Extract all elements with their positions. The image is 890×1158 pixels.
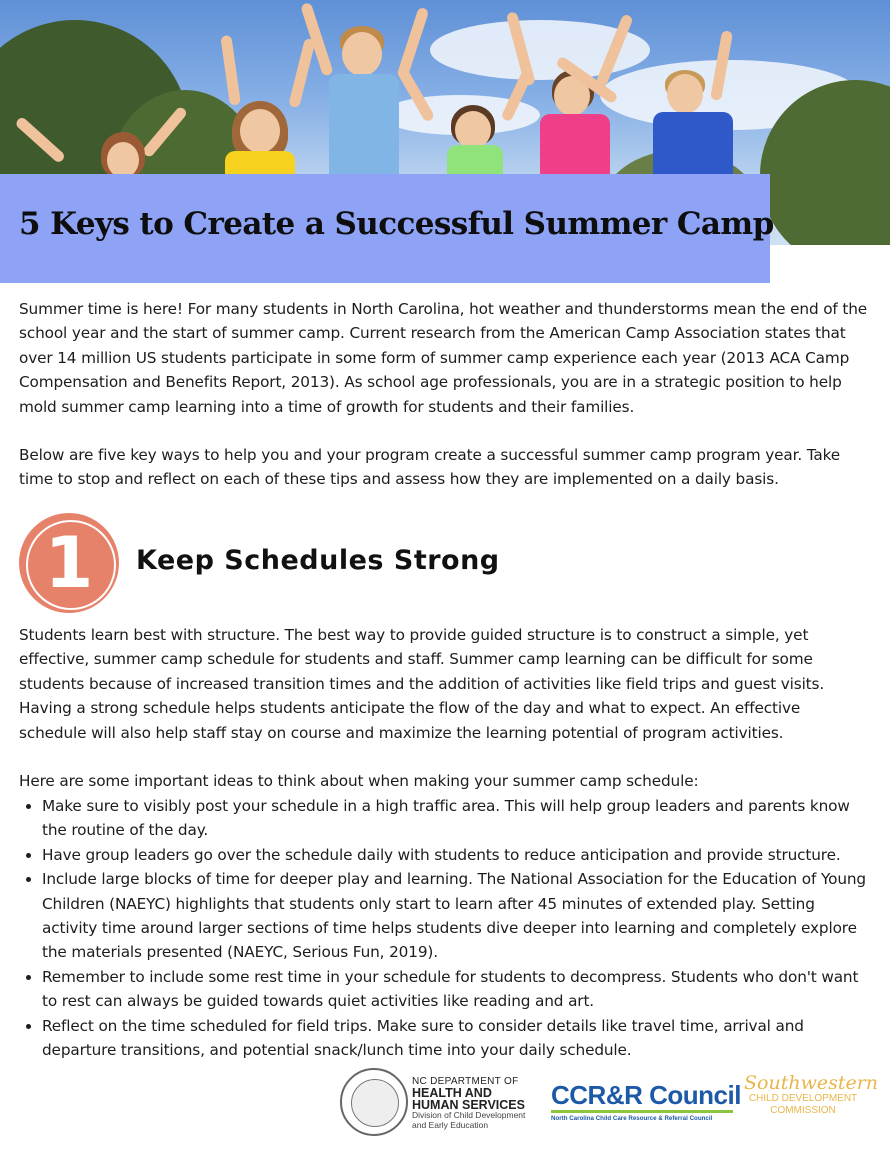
nc-state-seal-icon [340,1068,408,1136]
ncdhhs-line: NC DEPARTMENT OF [412,1076,519,1087]
key-heading: Keep Schedules Strong [136,545,500,576]
ccrr-council-logo [551,1082,741,1122]
list-intro: Here are some important ideas to think about when making your summer camp schedule: [19,772,699,790]
southwestern-line: COMMISSION [770,1105,836,1116]
list-item: • Remember to include some rest time in your schedule for students to decompress. Students who don't want to rest can always be guided towards quiet activities like reading and art. [42,965,869,1014]
ccrr-name: CCR&R Council [551,1080,741,1110]
list-item: • Have group leaders go over the schedule daily with students to reduce anticipation and provide structure. [42,843,869,867]
intro-paragraph: Below are five key ways to help you and your program create a successful summer camp program year. Take time to stop and reflect on each of these tips and assess how they are implemented on a daily basis. [19,446,841,489]
tips-list [19,794,869,1062]
intro-paragraph: Summer time is here! For many students in North Carolina, hot weather and thunderstorms mean the end of the school year and the start of summer camp. Current research from the American Camp Association states that over 14 million US students participate in some form of summer camp experience each year (2013 ACA Camp Compensation and Benefits Report, 2013). As school age professionals, you are in a strategic position to help mold summer camp learning into a time of growth for students and their families. [19,300,868,416]
ncdhhs-line: HEALTH AND [412,1086,492,1100]
page-title: 5 Keys to Create a Successful Summer Camp [19,206,774,242]
key-paragraph: Students learn best with structure. The best way to provide guided structure is to construct a simple, yet effective, summer camp schedule for students and staff. Summer camp learning can be difficult for some students because of increased transition times and the addition of activities like field trips and guest visits. Having a strong schedule helps students anticipate the flow of the day and what to expect. An effective schedule will also help staff stay on course and maximize the learning potential of program activities. [19,626,825,742]
ncdhhs-logo [412,1076,525,1130]
list-item: • Reflect on the time scheduled for field trips. Make sure to consider details like travel time, arrival and departure transitions, and potential snack/lunch time into your daily schedule. [42,1014,869,1063]
list-item: • Make sure to visibly post your schedule in a high traffic area. This will help group leaders and parents know the routine of the day. [42,794,869,843]
ncdhhs-line: HUMAN SERVICES [412,1098,525,1112]
ncdhhs-line: Division of Child Development [412,1110,526,1120]
southwestern-line: Southwestern [744,1072,879,1094]
southwestern-line: CHILD DEVELOPMENT [748,1093,858,1104]
ccrr-subtitle: North Carolina Child Care Resource & Referral Council [551,1115,713,1122]
key-number-badge [19,513,119,613]
ncdhhs-line: and Early Education [412,1119,489,1130]
key-number: 1 [44,522,94,604]
list-item: • Include large blocks of time for deeper play and learning. The National Association for the Education of Young Children (NAEYC) highlights that students only start to learn after 45 minutes of extended play. Setting activity time around larger sections of time helps students dive deeper into learning and completely explore the materials presented (NAEYC, Serious Fun, 2019). [42,867,869,965]
southwestern-logo [744,1072,879,1117]
